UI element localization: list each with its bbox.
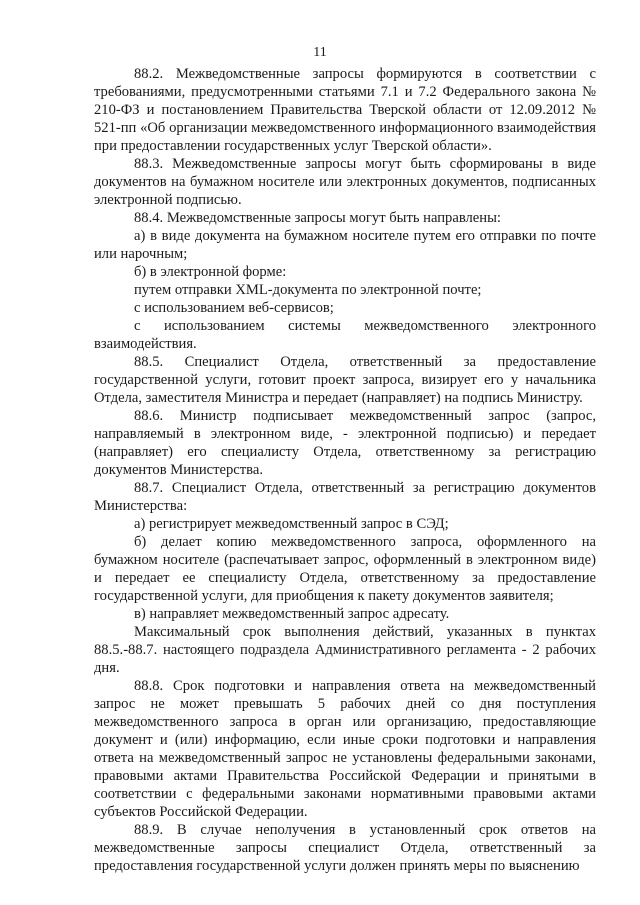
paragraph-max-term: Максимальный срок выполнения действий, указанных в пунктах 88.5.-88.7. настоящего подраздела Административного регламента - 2 рабочих дня. [94, 624, 596, 676]
paragraph-88-5: 88.5. Специалист Отдела, ответственный за предоставление государственной услуги, готовит проект запроса, визирует его у начальника Отдела, заместителя Министра и передает (направляет) на подпись Министру. [94, 354, 596, 406]
paragraph-88-6: 88.6. Министр подписывает межведомственный запрос (запрос, направляемый в электронном виде, - электронной подписью) и передает (направляет) его специалисту Отдела, ответственному за регистрацию документов Министерства. [94, 408, 596, 478]
paragraph-88-9: 88.9. В случае неполучения в установленный срок ответов на межведомственные запросы специалист Отдела, ответственный за предоставления государственной услуги должен принять меры по выяснению [94, 822, 596, 874]
page-number: 11 [313, 45, 327, 60]
paragraph-88-8: 88.8. Срок подготовки и направления ответа на межведомственный запрос не может превышать 5 рабочих дней со дня поступления межведомственного запроса в орган или организацию, предоставляющие документ и (или) информацию, если иные сроки подготовки и направления ответа на межведомственный запрос не установлены федеральными законами, правовыми актами Правительства Российской Федерации и принятыми в соответствии с федеральными законами нормативными правовыми актами субъектов Российской Федерации. [94, 678, 596, 820]
list-item-88-4-a: а) в виде документа на бумажном носителе путем его отправки по почте или нарочным; [94, 228, 596, 262]
list-item-88-7-b: б) делает копию межведомственного запроса, оформленного на бумажном носителе (распечатывает запрос, оформленный в электронном виде) и передает ее специалисту Отдела, ответственному за предоставление государственной услуги, для приобщения к пакету документов заявителя; [94, 534, 596, 604]
list-item-web-services: с использованием веб-сервисов; [134, 300, 334, 316]
list-item-88-7-v: в) направляет межведомственный запрос адресату. [134, 606, 450, 622]
list-item-xml-email: путем отправки XML-документа по электронной почте; [134, 282, 482, 298]
paragraph-88-7: 88.7. Специалист Отдела, ответственный за регистрацию документов Министерства: [94, 480, 596, 514]
list-item-88-7-a: а) регистрирует межведомственный запрос в СЭД; [134, 516, 449, 532]
paragraph-88-3: 88.3. Межведомственные запросы могут быть сформированы в виде документов на бумажном носителе или электронных документов, подписанных электронной подписью. [94, 156, 596, 208]
document-body [94, 65, 596, 875]
paragraph-88-4: 88.4. Межведомственные запросы могут быть направлены: [134, 210, 501, 226]
paragraph-88-2: 88.2. Межведомственные запросы формируются в соответствии с требованиями, предусмотренными статьями 7.1 и 7.2 Федерального закона № 210-ФЗ и постановлением Правительства Тверской области от 12.09.2012 № 521-пп «Об организации межведомственного информационного взаимодействия при предоставлении государственных услуг Тверской области». [94, 66, 596, 154]
list-item-smev: с использованием системы межведомственного электронного взаимодействия. [94, 318, 596, 352]
list-item-88-4-b: б) в электронной форме: [134, 264, 287, 280]
